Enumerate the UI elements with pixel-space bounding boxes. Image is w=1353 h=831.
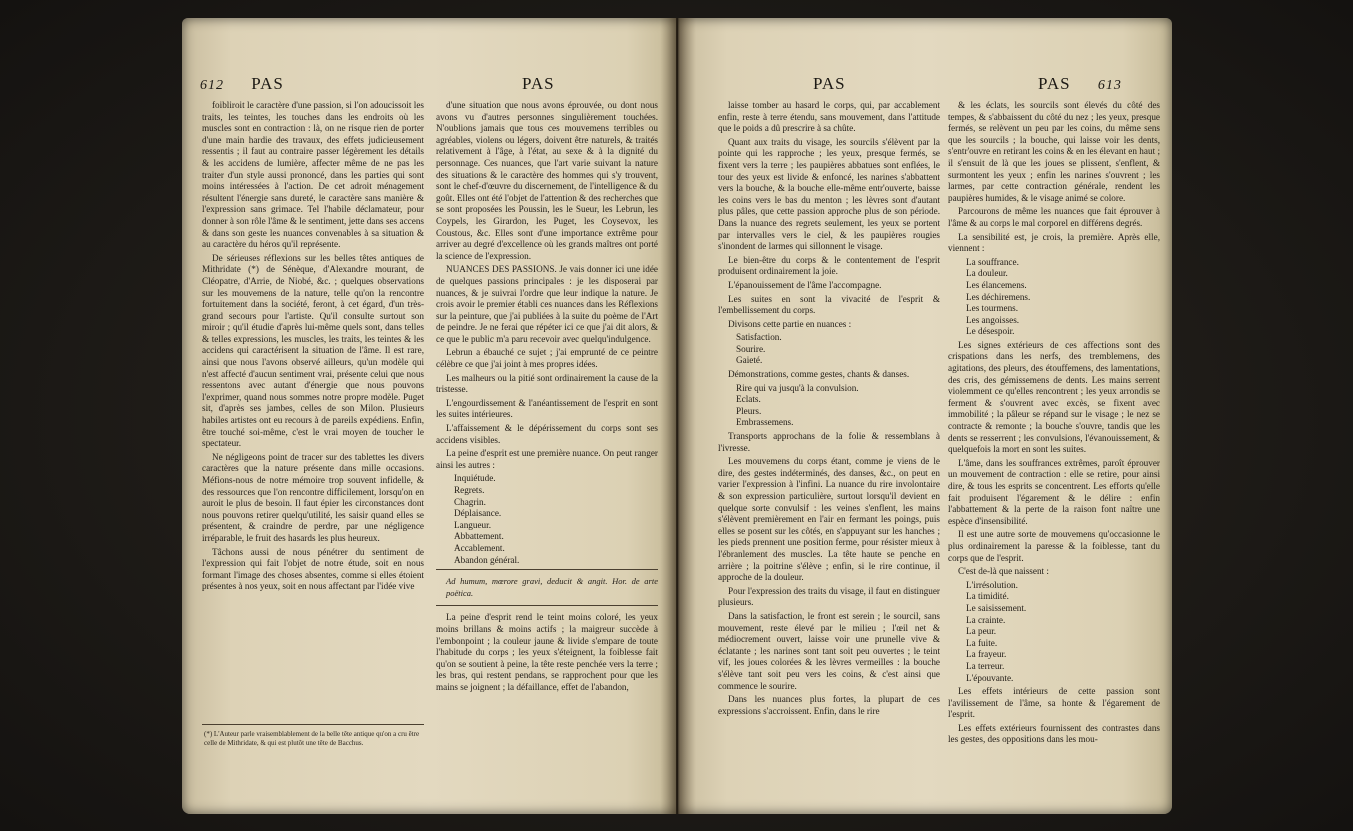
- list-item: Accablement.: [454, 542, 505, 553]
- paragraph: L'épanouissement de l'âme l'accompagne.: [728, 279, 882, 290]
- paragraph: Les mouvemens du corps étant, comme je viens de le dire, des gestes indéterminés, des danses, &c., on peut en varier l'expression à l'infini. La nuance du rire involontaire & son expression particulière, surtout lorsqu'il devient en quelque sorte convulsif : les veines s'enflent, les mains s'élèvent premièrement en l'air en fermant les poings, puis elles se posent sur les côtés, en s'appuyant sur les hanches ; les pieds prennent une position ferme, pour résister mieux à l'ébranlement des muscles. La tête haute se penche en arrière ; la poitrine s'élève ; enfin, si le rire continue, il approche de la douleur.: [718, 456, 940, 583]
- list-item: Regrets.: [454, 485, 485, 495]
- nuance-list: [454, 473, 658, 566]
- list-item: Gaieté.: [736, 355, 763, 366]
- paragraph: Quant aux traits du visage, les sourcils s'élèvent par la pointe qui les rapproche ; les yeux, presque fermés, se fixent vers la terre ; les paupières abbatues sont enflées, le tour des yeux est livide & enfoncé, les narines s'abbattent vers la bouche, & la bouche elle-même entr'ouverte, baisse les coins vers le bas du menton ; les lèvres sont d'autant plus pâles, que cette passion approche plus de son période. Dans la nuance des regrets seulement, les yeux se portent par intervalles vers le ciel, & les paupières rougies s'inondent de larmes qui sillonnent le visage.: [718, 136, 940, 252]
- nuance-list: [736, 332, 940, 367]
- list-item: Abandon général.: [454, 554, 520, 565]
- list-item: Pleurs.: [736, 405, 762, 416]
- list-item: Le désespoir.: [966, 326, 1015, 337]
- right-page-number-header: [1038, 74, 1122, 94]
- paragraph: L'engourdissement & l'anéantissement de l'esprit en sont les suites intérieures.: [436, 397, 658, 420]
- paragraph: L'âme, dans les souffrances extrêmes, paroît éprouver un mouvement de contraction : elle se retire, pour ainsi dire, & tous les esprits se concentrent. Les efforts qu'elle fait produisent l'égarement & le délire : enfin l'abbattement & la perte de la raison font naître une espèce d'insensibilité.: [948, 457, 1160, 526]
- paragraph: La peine d'esprit rend le teint moins coloré, les yeux moins brillans & moins actifs ; la maigreur succède à l'embonpoint ; la couleur jaune & livide s'empare de toute l'habitude du corps ; les yeux s'éteignent, la foiblesse fait qu'on se soutient à peine, la tête reste penchée vers la terre ; les bras, qui restent pendans, se rapprochent pour que les mains se joignent ; la défaillance, effet de l'abandon,: [436, 612, 658, 692]
- book-gutter: [660, 18, 696, 814]
- list-item: Inquiétude.: [454, 473, 496, 484]
- paragraph: & les éclats, les sourcils sont élevés du côté des tempes, & s'abbaissent du côté du nez ; les yeux, presque fermés, se relèvent un peu par les coins, du même sens que les sourcils ; la bouche, qui laisse voir les dents, s'entr'ouvre en retirant les coins & en les élevant en haut ; il s'ensuit de là que les joues se plissent, s'enflent, & surmontent les yeux ; enfin les narines s'ouvrent ; les larmes, par cette contraction générale, rendent les paupières humides, & le visage animé se colore.: [948, 100, 1160, 203]
- paragraph: Transports approchans de la folie & ressemblans à l'ivresse.: [718, 431, 940, 453]
- list-item: La fuite.: [966, 637, 998, 648]
- paragraph: Dans les nuances plus fortes, la plupart de ces expressions s'accroissent. Enfin, dans le rire: [718, 694, 940, 716]
- paragraph: Lebrun a ébauché ce sujet ; j'ai emprunté de ce peintre célèbre ce que j'ai joint à mes propres idées.: [436, 347, 658, 370]
- list-item: La douleur.: [966, 268, 1008, 279]
- paragraph: Parcourons de même les nuances que fait éprouver à l'âme & au corps le mal corporel en différens degrés.: [948, 206, 1160, 228]
- paragraph: Divisons cette partie en nuances :: [728, 318, 852, 329]
- page-number: 612: [200, 78, 224, 93]
- paragraph: Le bien-être du corps & le contentement de l'esprit produisent ordinairement la joie.: [718, 254, 940, 277]
- left-page-running-head-right: PAS: [522, 74, 555, 93]
- paragraph: laisse tomber au hasard le corps, qui, par accablement enfin, reste à terre étendu, sans mouvement, dans l'attitude que le poids a dû prescrire à sa chûte.: [718, 100, 940, 134]
- list-item: L'irrésolution.: [966, 579, 1018, 590]
- list-item: Déplaisance.: [454, 508, 502, 519]
- list-item: Les angoisses.: [966, 314, 1020, 325]
- left-page-column-1: [202, 100, 424, 720]
- paragraph: Les suites en sont la vivacité de l'esprit & l'embellissement du corps.: [718, 293, 940, 316]
- list-item: Rire qui va jusqu'à la convulsion.: [736, 382, 859, 393]
- page-number: 613: [1097, 78, 1122, 93]
- list-item: Sourire.: [736, 343, 766, 354]
- list-item: La frayeur.: [966, 649, 1007, 660]
- list-item: Les tourmens.: [966, 303, 1019, 314]
- list-item: La crainte.: [966, 614, 1006, 625]
- nuance-list: [966, 257, 1160, 338]
- left-page-number-header: [200, 74, 284, 94]
- left-page-column-2: [436, 100, 658, 800]
- list-item: La souffrance.: [966, 256, 1019, 267]
- list-item: Embrassemens.: [736, 417, 794, 428]
- paragraph: Les malheurs ou la pitié sont ordinairement la cause de la tristesse.: [436, 372, 658, 395]
- right-page-column-2: [948, 100, 1160, 800]
- nuance-list: [966, 580, 1160, 684]
- list-item: Chagrin.: [454, 496, 486, 507]
- paragraph: La peine d'esprit est une première nuance. On peut ranger ainsi les autres :: [436, 448, 658, 470]
- running-head: PAS: [1038, 74, 1071, 93]
- list-item: Les élancemens.: [966, 279, 1027, 290]
- list-item: Eclats.: [736, 394, 761, 405]
- paragraph: C'est de-là que naissent :: [958, 566, 1049, 577]
- divider: [436, 605, 658, 606]
- paragraph: foibliroit le caractère d'une passion, si l'on adoucissoit les traits, les teintes, les touches dans les endroits où les muscles sont en contraction : là, on ne risque rien de porter d'une main hardie des travaux, des effets judicieusement ressentis ; il faut au contraire passer légèrement les détails & les accidens de lumière, affecter même de ne pas les traiter d'un style aussi prononcé, dans les parties qui sont moins intéressées à l'action. De cet adroit ménagement résultent l'énergie sans dureté, le caractère sans manière & l'expression sans grimace. Tel l'habile déclamateur, pour donner à son rôle l'âme & le sentiment, jette dans ses accens & dans son geste les nuances convenables à sa situation & au caractère du héros qu'il représente.: [202, 100, 424, 250]
- paragraph: Les signes extérieurs de ces affections sont des crispations dans les nerfs, des tremblemens, des agitations, des pleurs, des étouffemens, des lamentations, des cris, des gémissemens de dents. Les mains serrent violemment ce qu'elles rencontrent ; les yeux arrondis se ferment & s'ouvrent avec excès, se fixent avec immobilité ; la pâleur se répand sur le visage ; le nez se contracte & remonte ; la bouche s'ouvre, tandis que les dents se resserrent ; les convulsions, l'évanouissement, & quelquefois la mort en sont les suites.: [948, 339, 1160, 455]
- list-item: Langueur.: [454, 519, 491, 530]
- list-item: La timidité.: [966, 591, 1009, 602]
- right-page: [678, 18, 1172, 814]
- paragraph: Démonstrations, comme gestes, chants & danses.: [728, 369, 910, 380]
- paragraph: Tâchons aussi de nous pénétrer du sentiment de l'expression qui fait l'objet de notre étude, soit en nous formant l'image des choses absentes, comme si elles étoient présentes à nos yeux, soit en nous affectant par l'idée vive: [202, 546, 424, 592]
- list-item: Abbattement.: [454, 531, 504, 542]
- footnote-rule: [202, 724, 424, 725]
- latin-quote: Ad humum, mœrore gravi, deducit & angit. Hor. de arte poëtica.: [446, 576, 658, 598]
- footnote: (*) L'Auteur parle vraisemblablement de la belle tête antique qu'on a cru être celle de Mithridate, & qui est plutôt une tête de Bacchus.: [204, 730, 420, 747]
- left-page: [182, 18, 676, 814]
- nuance-list: [736, 383, 940, 429]
- paragraph: d'une situation que nous avons éprouvée, ou dont nous avons vu d'autres personnes singulièrement touchées. N'oublions jamais que tous ces mouvemens terribles ou agréables, violens ou légers, doivent être naturels, & traités relativement à l'âge, à l'état, au sexe & à la dignité du personnage. Ces nuances, que l'art varie suivant la nature des situations & le caractère des hommes qui s'y trouvent, sont le chef-d'œuvre du discernement, de l'intelligence & du goût. Elles ont été l'objet de l'attention & des recherches que se sont proposées les Poussin, les le Sueur, les Lebrun, les Coypels, les Girardon, les Puget, les Coysevox, les Coustous, &c. Elles sont d'une importance extrême pour arriver au degré d'excellence où les grands maîtres ont porté la science de l'expression.: [436, 100, 658, 261]
- list-item: La peur.: [966, 626, 997, 637]
- list-item: Les déchiremens.: [966, 291, 1031, 302]
- list-item: Satisfaction.: [736, 332, 782, 343]
- right-page-running-head-left: PAS: [813, 74, 846, 93]
- list-item: La terreur.: [966, 660, 1005, 671]
- list-item: Le saisissement.: [966, 602, 1027, 613]
- right-page-column-1: [718, 100, 940, 800]
- paragraph: Ne négligeons point de tracer sur des tablettes les divers caractères que la nature présente dans mille occasions. Méfions-nous de notre mémoire trop souvent infidelle, & des ressources que l'on rencontre difficilement, lorsqu'on en auroit le plus de besoin. Il faut épier les circonstances dont nous pouvons retirer quelqu'utilité, les saisir quand elles se présentent, & craindre de perdre, par une négligence irréparable, le fruit des hasards les plus heureux.: [202, 451, 424, 543]
- paragraph: Pour l'expression des traits du visage, il faut en distinguer plusieurs.: [718, 585, 940, 608]
- running-head: PAS: [251, 74, 284, 93]
- paragraph: L'affaissement & le dépérissement du corps sont ses accidens visibles.: [436, 423, 658, 445]
- paragraph: NUANCES DES PASSIONS. Je vais donner ici une idée de quelques passions principales : je les disposerai par nuances, & je suivrai l'ordre que leur indique la nature. Je crois avoir le premier établi ces nuances dans les Réflexions sur la peinture, que j'ai publiées à la suite du poème de l'Art de peindre. Je ne ferai que répéter ici ce que j'ai dit alors, & ce que le public m'a paru recevoir avec quelqu'indulgence.: [436, 264, 658, 344]
- paragraph: La sensibilité est, je crois, la première. Après elle, viennent :: [948, 231, 1160, 254]
- paragraph: Il est une autre sorte de mouvemens qu'occasionne le plus ordinairement la paresse & la foiblesse, tant du corps que de l'esprit.: [948, 529, 1160, 563]
- paragraph: Dans la satisfaction, le front est serein ; le sourcil, sans mouvement, reste élevé par le milieu ; l'œil net & médiocrement ouvert, laisse voir une prunelle vive & éclatante ; les narines sont tant soit peu ouvertes ; le teint vif, les joues colorées & les lèvres vermeilles : la bouche s'élève tant soit peu vers les coins, & c'est ainsi que commence le sourire.: [718, 610, 940, 691]
- list-item: L'épouvante.: [966, 672, 1014, 683]
- paragraph: Les effets extérieurs fournissent des contrastes dans les gestes, des oppositions dans les mou-: [948, 722, 1160, 745]
- paragraph: Les effets intérieurs de cette passion sont l'avilissement de l'âme, sa honte & l'égarement de l'esprit.: [948, 686, 1160, 720]
- divider: [436, 569, 658, 570]
- paragraph: De sérieuses réflexions sur les belles têtes antiques de Mithridate (*) de Sénèque, d'Alexandre mourant, de Cléopatre, d'Arrie, de Niobé, &c. ; quelques observations sur les mouvemens de la nature, telle qu'on la rencontre fortuitement dans la société, feront, à cet égard, d'un très-grand secours pour l'artiste. Qu'il consulte surtout son miroir ; qu'il étudie d'après lui-même quels sont, dans telles & telles expressions, les muscles, les traits, les teintes & les accidens qui caractérisent la situation de l'âme. Il est rare, ainsi que nous l'avons observé ailleurs, qu'un modèle qui n'est affecté d'aucun sentiment vrai, présente celui que nous ressentons avec autant d'énergie que nous pouvons l'exprimer, quand nous sommes notre propre modèle. Puget sit, d'après ses jambes, celles de son Milon. Plusieurs habiles artistes ont eu recours à de pareils expédiens. Enfin, être touché soi-même, c'est le vrai moyen de toucher le spectateur.: [202, 252, 424, 449]
